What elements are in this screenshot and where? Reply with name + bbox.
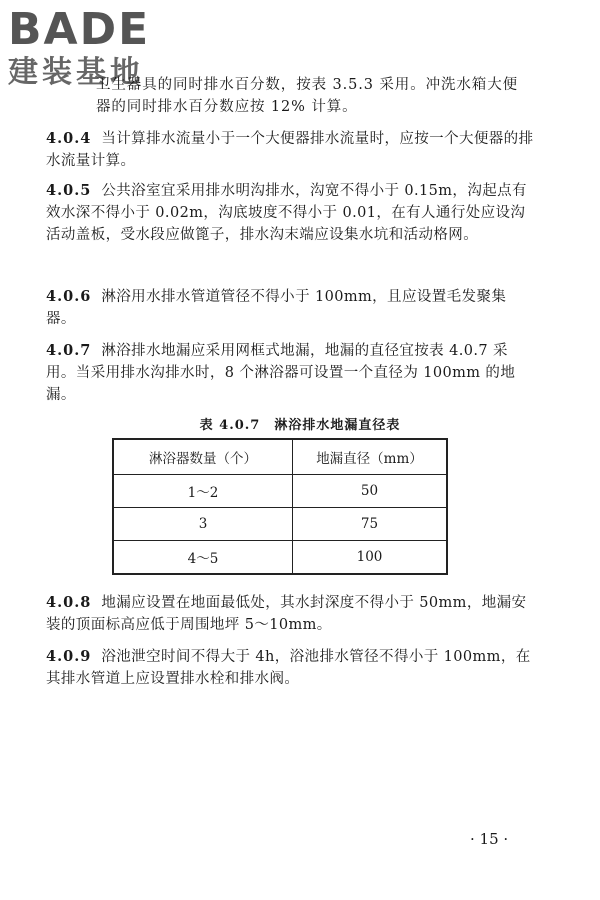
clause-number: 4.0.8 bbox=[46, 594, 92, 611]
table-cell: 1～2 bbox=[113, 475, 293, 508]
table-cell: 50 bbox=[293, 475, 448, 508]
column-header-shower-count: 淋浴器数量（个） bbox=[113, 439, 293, 475]
clause-text: 浴池泄空时间不得大于 4h，浴池排水管径不得小于 100mm，在其排水管道上应设置排水栓和排水阀。 bbox=[46, 649, 531, 687]
table-cell: 75 bbox=[293, 508, 448, 541]
clause-number: 4.0.6 bbox=[46, 288, 92, 305]
clause-4-0-6 bbox=[46, 286, 536, 330]
clause-text: 当计算排水流量小于一个大便器排水流量时，应按一个大便器的排水流量计算。 bbox=[46, 131, 534, 169]
table-caption: 表 4.0.7 淋浴排水地漏直径表 bbox=[199, 418, 401, 433]
clause-number: 4.0.7 bbox=[46, 342, 92, 359]
column-header-drain-diameter: 地漏直径（mm） bbox=[293, 439, 448, 475]
brand-logo-text: BADE bbox=[8, 4, 151, 55]
clause-4-0-4 bbox=[46, 128, 536, 172]
table-row bbox=[113, 508, 447, 541]
table-row bbox=[113, 541, 447, 575]
clause-number: 4.0.4 bbox=[46, 130, 92, 147]
table-cell: 3 bbox=[113, 508, 293, 541]
page-number: · 15 · bbox=[470, 830, 509, 848]
clause-text: 淋浴排水地漏应采用网框式地漏，地漏的直径宜按表 4.0.7 采用。当采用排水沟排水时，8 个淋浴器可设置一个直径为 100mm 的地漏。 bbox=[46, 343, 516, 403]
paragraph-text: 卫生器具的同时排水百分数，按表 3.5.3 采用。冲洗水箱大便器的同时排水百分数应按 12% 计算。 bbox=[96, 77, 519, 115]
clause-text: 公共浴室宜采用排水明沟排水，沟宽不得小于 0.15m，沟起点有效水深不得小于 0.02m，沟底坡度不得小于 0.01，在有人通行处应设沟活动盖板，受水段应做篦子，排水沟末端应设集水坑和活动格网。 bbox=[46, 183, 527, 243]
clause-4-0-8 bbox=[46, 592, 536, 636]
clause-number: 4.0.9 bbox=[46, 648, 92, 665]
clause-text: 淋浴用水排水管道管径不得小于 100mm，且应设置毛发聚集器。 bbox=[46, 289, 507, 327]
clause-4-0-5 bbox=[46, 180, 536, 246]
table-cell: 100 bbox=[293, 541, 448, 575]
brand-logo-subtitle: 建装基地 bbox=[8, 55, 144, 90]
table-row bbox=[113, 475, 447, 508]
paragraph-continued bbox=[96, 74, 532, 118]
table-cell: 4～5 bbox=[113, 541, 293, 575]
clause-text: 地漏应设置在地面最低处，其水封深度不得小于 50mm，地漏安装的顶面标高应低于周围地坪 5～10mm。 bbox=[46, 595, 527, 633]
table-header-row bbox=[113, 439, 447, 475]
drain-diameter-table bbox=[112, 438, 448, 575]
clause-number: 4.0.5 bbox=[46, 182, 92, 199]
clause-4-0-7 bbox=[46, 340, 536, 406]
clause-4-0-9 bbox=[46, 646, 536, 690]
